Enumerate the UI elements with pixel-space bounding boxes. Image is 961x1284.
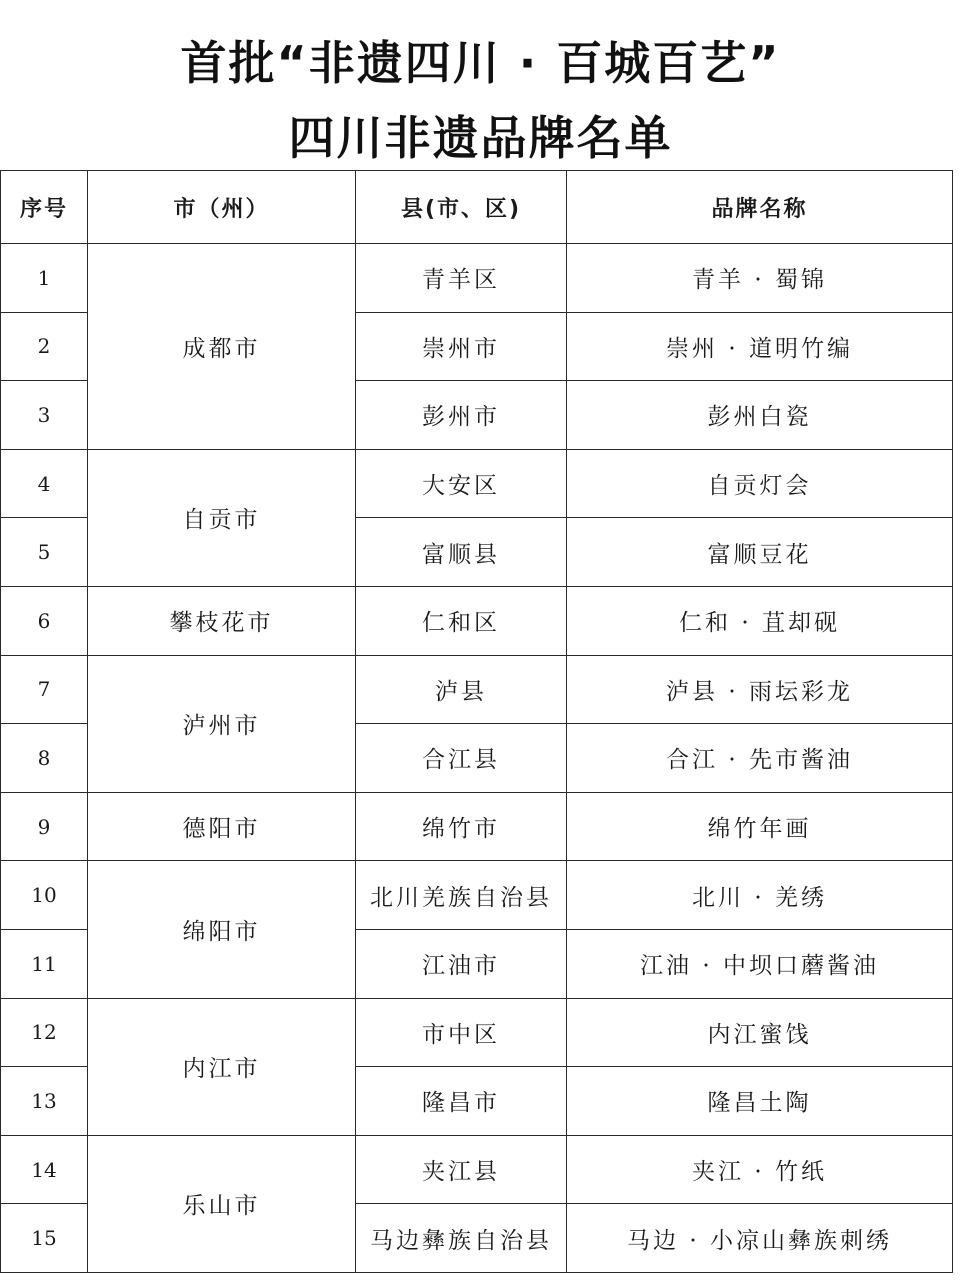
county-cell: 彭州市	[356, 381, 567, 450]
seq-cell: 1	[1, 244, 88, 313]
city-cell: 泸州市	[88, 655, 356, 792]
seq-cell: 11	[1, 929, 88, 998]
county-cell: 隆昌市	[356, 1067, 567, 1136]
county-cell: 北川羌族自治县	[356, 861, 567, 930]
brand-cell: 江油 · 中坝口蘑酱油	[567, 929, 953, 998]
seq-cell: 6	[1, 586, 88, 655]
city-cell: 德阳市	[88, 792, 356, 861]
header-county: 县(市、区)	[356, 171, 567, 244]
brand-cell: 合江 · 先市酱油	[567, 724, 953, 793]
county-cell: 青羊区	[356, 244, 567, 313]
brand-cell: 内江蜜饯	[567, 998, 953, 1067]
city-cell: 自贡市	[88, 449, 356, 586]
county-cell: 夹江县	[356, 1135, 567, 1204]
seq-cell: 9	[1, 792, 88, 861]
header-seq: 序号	[1, 171, 88, 244]
seq-cell: 15	[1, 1204, 88, 1273]
table-row	[1, 449, 953, 518]
table-row	[1, 998, 953, 1067]
seq-cell: 2	[1, 312, 88, 381]
county-cell: 富顺县	[356, 518, 567, 587]
brand-cell: 北川 · 羌绣	[567, 861, 953, 930]
county-cell: 仁和区	[356, 586, 567, 655]
county-cell: 合江县	[356, 724, 567, 793]
table-row	[1, 1135, 953, 1204]
brand-cell: 仁和 · 苴却砚	[567, 586, 953, 655]
county-cell: 江油市	[356, 929, 567, 998]
brand-cell: 泸县 · 雨坛彩龙	[567, 655, 953, 724]
table-row	[1, 586, 953, 655]
brand-cell: 青羊 · 蜀锦	[567, 244, 953, 313]
seq-cell: 14	[1, 1135, 88, 1204]
city-cell: 成都市	[88, 244, 356, 450]
brand-cell: 彭州白瓷	[567, 381, 953, 450]
brand-cell: 自贡灯会	[567, 449, 953, 518]
brand-cell: 富顺豆花	[567, 518, 953, 587]
brand-cell: 绵竹年画	[567, 792, 953, 861]
city-cell: 内江市	[88, 998, 356, 1135]
header-city: 市（州）	[88, 171, 356, 244]
document-title-line2: 四川非遗品牌名单	[288, 111, 673, 165]
seq-cell: 8	[1, 724, 88, 793]
county-cell: 市中区	[356, 998, 567, 1067]
document-title-line1: 首批“非遗四川 · 百城百艺”	[180, 36, 781, 90]
brand-list-table	[0, 170, 953, 1273]
header-brand: 品牌名称	[567, 171, 953, 244]
table-header-row	[1, 171, 953, 244]
city-cell: 绵阳市	[88, 861, 356, 998]
brand-cell: 隆昌土陶	[567, 1067, 953, 1136]
city-cell: 乐山市	[88, 1135, 356, 1272]
county-cell: 崇州市	[356, 312, 567, 381]
brand-cell: 崇州 · 道明竹编	[567, 312, 953, 381]
county-cell: 马边彝族自治县	[356, 1204, 567, 1273]
county-cell: 大安区	[356, 449, 567, 518]
brand-cell: 夹江 · 竹纸	[567, 1135, 953, 1204]
table-row	[1, 861, 953, 930]
seq-cell: 3	[1, 381, 88, 450]
seq-cell: 4	[1, 449, 88, 518]
seq-cell: 5	[1, 518, 88, 587]
seq-cell: 10	[1, 861, 88, 930]
city-cell: 攀枝花市	[88, 586, 356, 655]
table-row	[1, 655, 953, 724]
table-row	[1, 244, 953, 313]
brand-cell: 马边 · 小凉山彝族刺绣	[567, 1204, 953, 1273]
seq-cell: 13	[1, 1067, 88, 1136]
county-cell: 泸县	[356, 655, 567, 724]
table-row	[1, 792, 953, 861]
seq-cell: 12	[1, 998, 88, 1067]
seq-cell: 7	[1, 655, 88, 724]
county-cell: 绵竹市	[356, 792, 567, 861]
